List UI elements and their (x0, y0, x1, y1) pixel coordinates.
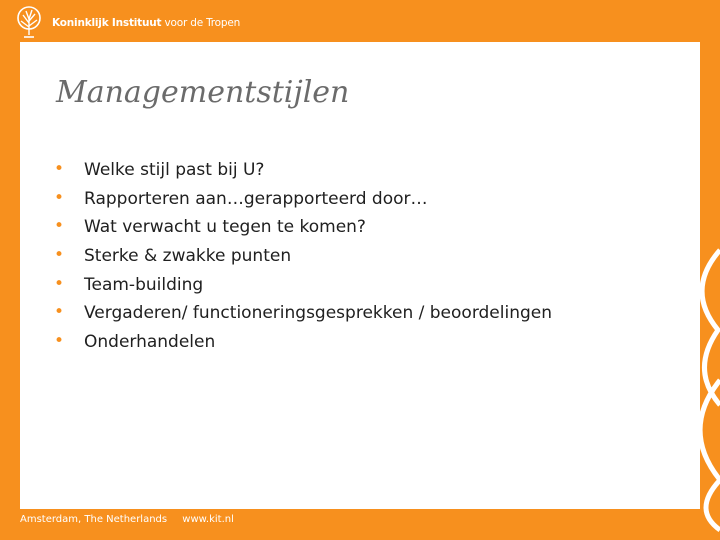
bullet-dot-icon: • (54, 331, 65, 352)
bullet-text: Onderhandelen (84, 332, 216, 353)
header-bar (0, 0, 720, 42)
decorative-ribbon-icon (680, 230, 720, 540)
logo-bold-text: Koninklijk Instituut (52, 17, 162, 29)
bullet-dot-icon: • (54, 216, 65, 237)
bullet-dot-icon: • (54, 159, 65, 179)
logo-regular-text: voor de Tropen (161, 17, 241, 29)
slide-content (20, 42, 700, 509)
institute-logo-text (52, 17, 240, 29)
footer-url: www.kit.nl (182, 514, 234, 525)
bullet-text: Vergaderen/ functioneringsgesprekken / beoordelingen (84, 303, 552, 324)
footer (20, 514, 246, 525)
bullet-text: Sterke & zwakke punten (84, 246, 292, 267)
footer-location: Amsterdam, The Netherlands (20, 514, 168, 525)
bullet-dot-icon: • (54, 273, 65, 294)
bullet-dot-icon: • (54, 245, 65, 266)
bullet-text: Team-building (84, 274, 204, 295)
tree-logo-icon (15, 5, 43, 39)
bullet-dot-icon: • (54, 302, 65, 323)
bullet-text: Rapporteren aan…gerapporteerd door… (84, 188, 428, 209)
slide-title: Managementstijlen (56, 75, 350, 110)
bullet-dot-icon: • (54, 187, 65, 208)
bullet-text: Welke stijl past bij U? (84, 160, 265, 180)
bullet-text: Wat verwacht u tegen te komen? (84, 217, 366, 238)
